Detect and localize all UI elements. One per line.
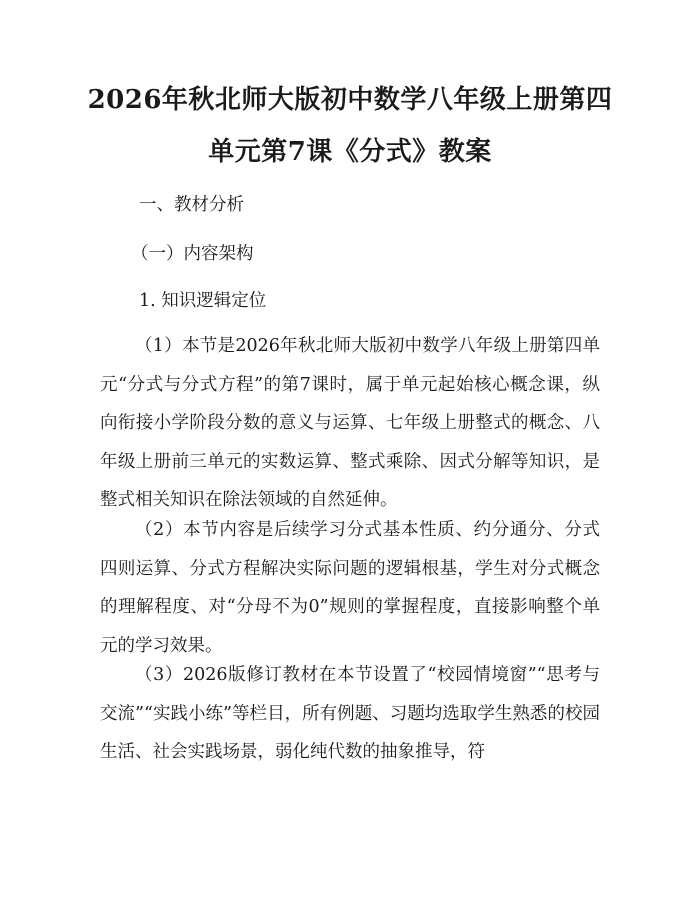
- item-heading: 1. 知识逻辑定位: [139, 291, 267, 311]
- paragraph-1: （1）本节是2026年秋北师大版初中数学八年级上册第四单元“分式与分式方程”的第7课时，属于单元起始核心概念课，纵向衔接小学阶段分数的意义与运算、七年级上册整式的概念、八年级上册前三单元的实数运算、整式乘除、因式分解等知识，是整式相关知识在除法领域的自然延伸。: [100, 336, 600, 511]
- document-title-line-2: 单元第7课《分式》教案: [208, 137, 492, 167]
- subsection-heading: （一）内容架构: [131, 244, 254, 264]
- document-title-line-1: 2026年秋北师大版初中数学八年级上册第四: [87, 85, 613, 115]
- paragraph-2: （2）本节内容是后续学习分式基本性质、约分通分、分式四则运算、分式方程解决实际问题的逻辑根基，学生对分式概念的理解程度、对“分母不为0”规则的掌握程度，直接影响整个单元的学习效果。: [100, 520, 600, 656]
- paragraph-3: （3）2026版修订教材在本节设置了“校园情境窗”“思考与交流”“实践小练”等栏目，所有例题、习题均选取学生熟悉的校园生活、社会实践场景，弱化纯代数的抽象推导，符: [100, 665, 600, 763]
- section-heading-1: 一、教材分析: [139, 195, 244, 215]
